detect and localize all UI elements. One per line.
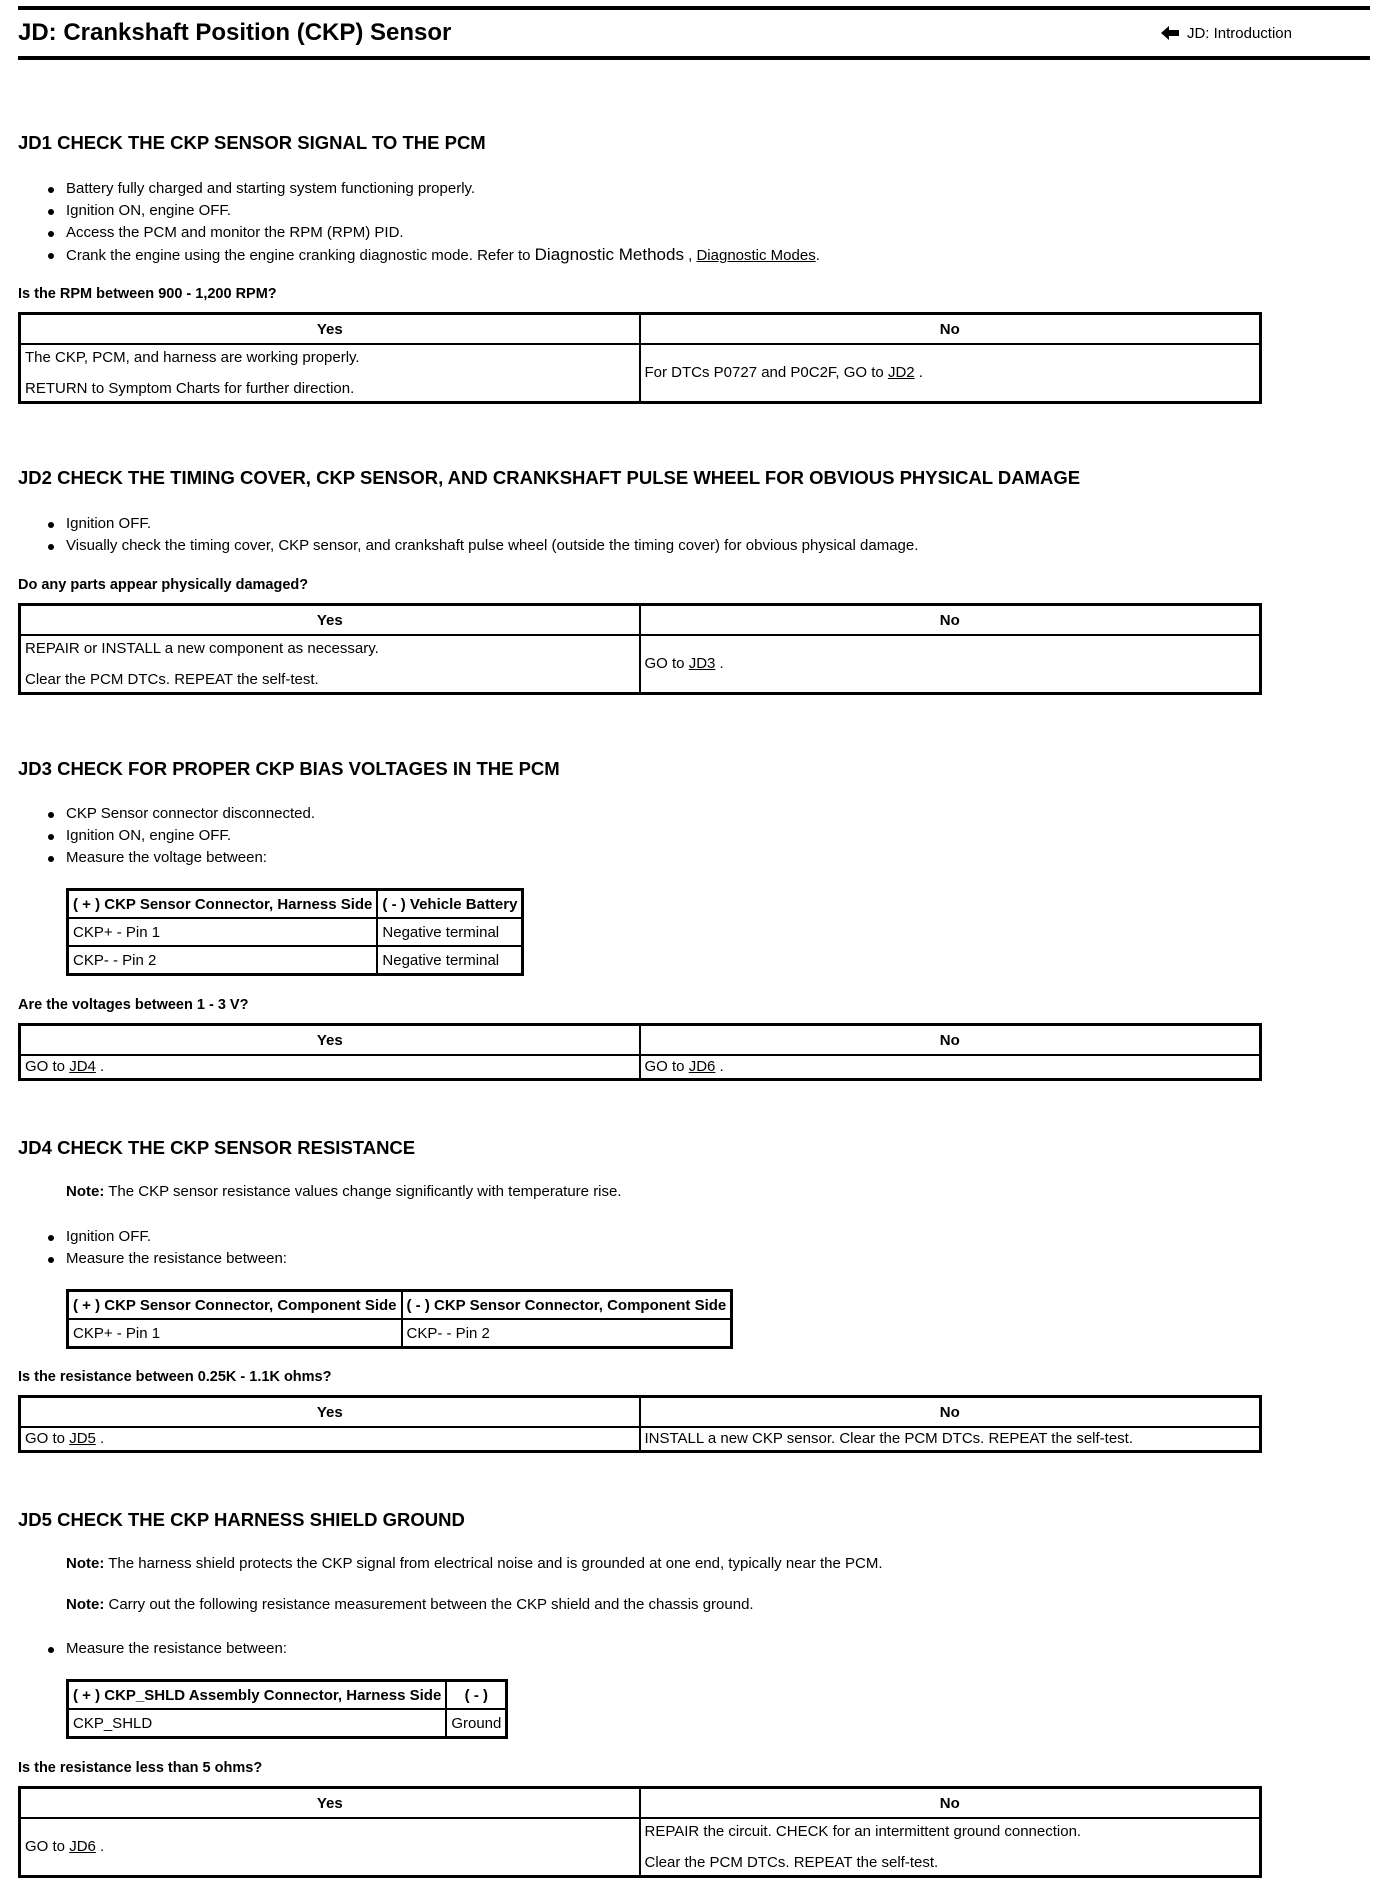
jd4-link[interactable]: JD4: [69, 1058, 96, 1076]
jd5-note-2: [66, 1596, 754, 1613]
list-item: Access the PCM and monitor the RPM (RPM) PID.: [48, 222, 820, 244]
col-header: ( - ) Vehicle Battery: [377, 890, 523, 919]
no-header: No: [640, 1397, 1261, 1428]
no-end: .: [715, 1058, 724, 1076]
no-text: GO to: [644, 1058, 689, 1076]
table-cell: CKP- - Pin 2: [402, 1319, 732, 1348]
yes-header: Yes: [20, 605, 640, 636]
yes-line-2: Clear the PCM DTCs. REPEAT the self-test.: [25, 670, 319, 688]
jd5-bullets: [48, 1638, 287, 1660]
note-text: The harness shield protects the CKP signal from electrical noise and is grounded at one end, typically near the PCM.: [104, 1555, 883, 1572]
jd4-result-table: [18, 1395, 1262, 1453]
table-row: [68, 1319, 732, 1348]
jd2-question: Do any parts appear physically damaged?: [18, 577, 309, 593]
jd2-result-table: [18, 603, 1262, 695]
list-item: [48, 244, 820, 266]
note-text: Carry out the following resistance measurement between the CKP shield and the chassis ground.: [104, 1596, 754, 1613]
jd1-result-table: [18, 312, 1262, 404]
note-text: The CKP sensor resistance values change significantly with temperature rise.: [104, 1183, 622, 1200]
table-row: [68, 918, 523, 946]
diagnostic-modes-link[interactable]: Diagnostic Modes: [696, 247, 816, 264]
note-label: Note:: [66, 1555, 105, 1572]
yes-header: Yes: [20, 1397, 640, 1428]
jd4-bullets: [48, 1226, 287, 1270]
list-item: Visually check the timing cover, CKP sensor, and crankshaft pulse wheel (outside the timing cover) for obvious physical damage.: [48, 535, 918, 557]
page: [18, 6, 1370, 1871]
jd1-bullets: [48, 178, 820, 266]
jd6-link[interactable]: JD6: [688, 1058, 716, 1076]
list-item: Ignition OFF.: [48, 513, 918, 535]
jd1-title: JD1 CHECK THE CKP SENSOR SIGNAL TO THE PCM: [18, 132, 486, 153]
yes-text: GO to: [25, 1838, 70, 1856]
yes-end: .: [95, 1430, 105, 1448]
table-cell: Negative terminal: [377, 918, 523, 946]
page-header: [18, 6, 1370, 60]
yes-cell: [20, 1818, 640, 1876]
yes-text: GO to: [25, 1430, 70, 1448]
table-cell: CKP_SHLD: [68, 1709, 447, 1738]
table-cell: CKP+ - Pin 1: [68, 918, 378, 946]
no-header: No: [640, 605, 1261, 636]
list-item: Measure the resistance between:: [48, 1248, 287, 1270]
yes-end: .: [95, 1838, 105, 1856]
yes-cell: [20, 344, 640, 402]
jd5-measurement-table: [66, 1679, 508, 1739]
period: .: [815, 247, 820, 264]
jd4-question: Is the resistance between 0.25K - 1.1K ohms?: [18, 1369, 332, 1385]
table-cell: CKP+ - Pin 1: [68, 1319, 402, 1348]
jd3-result-table: [18, 1023, 1262, 1081]
jd3-question: Are the voltages between 1 - 3 V?: [18, 997, 249, 1013]
no-line-2: Clear the PCM DTCs. REPEAT the self-test.: [644, 1853, 939, 1871]
yes-cell: [20, 1427, 640, 1451]
list-item: Ignition ON, engine OFF.: [48, 200, 820, 222]
jd4-title: JD4 CHECK THE CKP SENSOR RESISTANCE: [18, 1137, 416, 1158]
no-header: No: [640, 1025, 1261, 1056]
no-header: No: [640, 314, 1261, 345]
yes-text: GO to: [25, 1058, 70, 1076]
table-cell: Negative terminal: [377, 946, 523, 975]
jd4-note: [66, 1183, 622, 1200]
col-header: ( - ): [446, 1681, 507, 1710]
yes-header: Yes: [20, 314, 640, 345]
no-cell: [640, 635, 1261, 693]
col-header: ( - ) CKP Sensor Connector, Component Side: [402, 1291, 732, 1320]
no-text: GO to: [644, 655, 689, 673]
jd5-result-table: [18, 1786, 1262, 1878]
list-item: CKP Sensor connector disconnected.: [48, 803, 315, 825]
jd3-bullets: [48, 803, 315, 869]
table-cell: Ground: [446, 1709, 507, 1738]
list-item: Ignition ON, engine OFF.: [48, 825, 315, 847]
jd5-question: Is the resistance less than 5 ohms?: [18, 1760, 263, 1776]
table-row: [68, 946, 523, 975]
no-cell: INSTALL a new CKP sensor. Clear the PCM DTCs. REPEAT the self-test.: [640, 1427, 1261, 1451]
yes-header: Yes: [20, 1025, 640, 1056]
jd5-link[interactable]: JD5: [69, 1430, 96, 1448]
yes-end: .: [95, 1058, 105, 1076]
yes-line-2: RETURN to Symptom Charts for further direction.: [25, 379, 355, 397]
jd5-title: JD5 CHECK THE CKP HARNESS SHIELD GROUND: [18, 1509, 465, 1530]
no-header: No: [640, 1788, 1261, 1819]
jd5-note-1: [66, 1555, 883, 1572]
bullet-text: Crank the engine using the engine cranking diagnostic mode. Refer to: [66, 247, 535, 264]
jd2-bullets: [48, 513, 918, 557]
col-header: ( + ) CKP_SHLD Assembly Connector, Harness Side: [68, 1681, 447, 1710]
jd3-measurement-table: [66, 888, 524, 976]
yes-cell: [20, 635, 640, 693]
list-item: Battery fully charged and starting system functioning properly.: [48, 178, 820, 200]
jd6-link[interactable]: JD6: [69, 1838, 96, 1856]
col-header: ( + ) CKP Sensor Connector, Harness Side: [68, 890, 378, 919]
back-link-label[interactable]: JD: Introduction: [1186, 24, 1292, 42]
jd2-link[interactable]: JD2: [887, 364, 915, 382]
note-label: Note:: [66, 1183, 105, 1200]
no-line-1: REPAIR the circuit. CHECK for an intermittent ground connection.: [644, 1822, 1082, 1840]
yes-line-1: The CKP, PCM, and harness are working properly.: [25, 348, 360, 366]
jd4-measurement-table: [66, 1289, 733, 1349]
back-arrow-icon: [1161, 26, 1179, 40]
jd3-title: JD3 CHECK FOR PROPER CKP BIAS VOLTAGES IN THE PCM: [18, 758, 560, 779]
jd1-question: Is the RPM between 900 - 1,200 RPM?: [18, 286, 277, 302]
list-item: Measure the voltage between:: [48, 847, 315, 869]
list-item: Measure the resistance between:: [48, 1638, 287, 1660]
note-label: Note:: [66, 1596, 105, 1613]
jd3-link[interactable]: JD3: [688, 655, 716, 673]
yes-header: Yes: [20, 1788, 640, 1819]
back-link[interactable]: [1161, 25, 1370, 42]
table-cell: CKP- - Pin 2: [68, 946, 378, 975]
table-row: [68, 1709, 507, 1738]
no-end: .: [715, 655, 724, 673]
jd2-title: JD2 CHECK THE TIMING COVER, CKP SENSOR, AND CRANKSHAFT PULSE WHEEL FOR OBVIOUS PHYSICAL DAMAGE: [18, 467, 1081, 488]
no-text: For DTCs P0727 and P0C2F, GO to: [644, 364, 888, 382]
yes-line-1: REPAIR or INSTALL a new component as necessary.: [25, 639, 379, 657]
no-cell: [640, 1818, 1261, 1876]
col-header: ( + ) CKP Sensor Connector, Component Side: [68, 1291, 402, 1320]
separator: ,: [683, 247, 697, 264]
no-end: .: [914, 364, 923, 382]
no-cell: [640, 344, 1261, 402]
list-item: Ignition OFF.: [48, 1226, 287, 1248]
diagnostic-methods-ref: Diagnostic Methods: [534, 245, 684, 264]
yes-cell: [20, 1055, 640, 1079]
page-title: JD: Crankshaft Position (CKP) Sensor: [18, 19, 452, 46]
no-cell: [640, 1055, 1261, 1079]
